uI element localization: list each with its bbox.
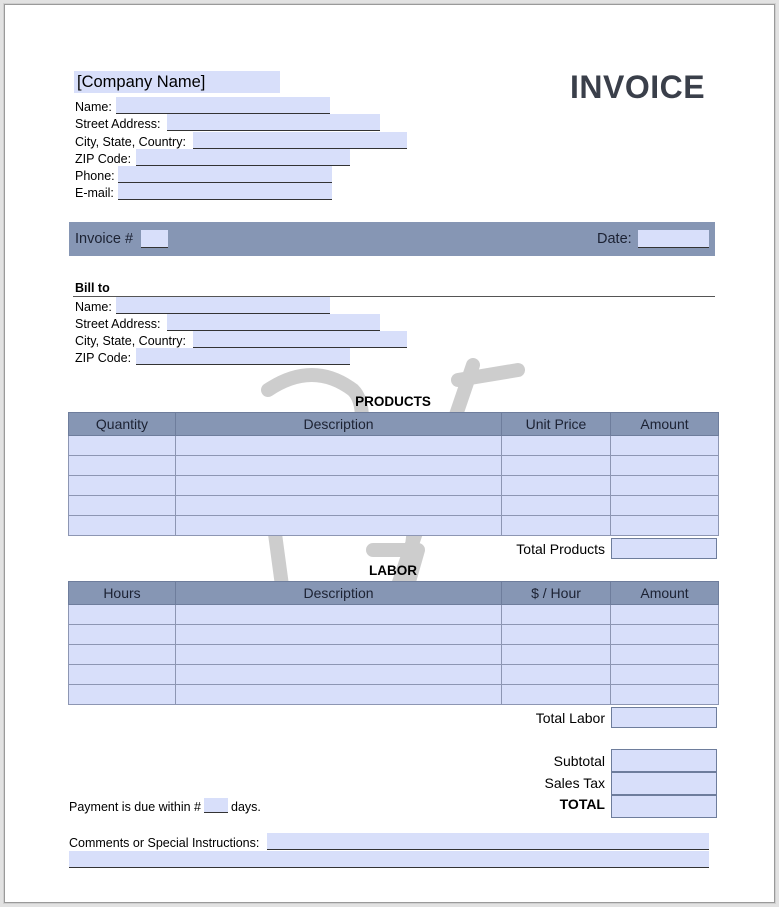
labor-table-cell[interactable] [502,605,611,625]
products-col-description: Description [176,413,502,436]
labor-table-cell[interactable] [611,645,719,665]
subtotal-value[interactable] [611,749,717,772]
products-table-cell[interactable] [176,516,502,536]
payment-terms [69,798,261,814]
bill-to-heading: Bill to [75,281,110,295]
labor-table-row [69,645,719,665]
invoice-info-bar [69,222,715,256]
company-phone-label: Phone: [75,169,115,183]
bill-street-label: Street Address: [75,317,161,331]
labor-table-cell[interactable] [611,605,719,625]
labor-table-row [69,625,719,645]
products-table-row [69,516,719,536]
bill-zip-input[interactable] [136,348,350,365]
bill-name-input[interactable] [116,297,330,314]
products-table-row [69,496,719,516]
sales-tax-label: Sales Tax [544,775,605,791]
labor-table-cell[interactable] [69,605,176,625]
date-label: Date: [597,231,632,247]
labor-table-cell[interactable] [176,645,502,665]
products-table-cell[interactable] [176,496,502,516]
products-col-quantity: Quantity [69,413,176,436]
products-heading: PRODUCTS [355,394,431,409]
company-zip-input[interactable] [136,149,350,166]
invoice-title: INVOICE [570,69,706,105]
labor-table-cell[interactable] [69,685,176,705]
total-products-value[interactable] [611,538,717,559]
bill-city-input[interactable] [193,331,407,348]
company-name-field[interactable]: [Company Name] [74,71,280,93]
company-street-input[interactable] [167,114,380,131]
products-table [68,412,719,536]
labor-table-cell[interactable] [502,665,611,685]
labor-col-description: Description [176,582,502,605]
labor-table-cell[interactable] [69,625,176,645]
labor-col-hours: Hours [69,582,176,605]
labor-table-row [69,605,719,625]
products-table-cell[interactable] [502,516,611,536]
company-name-label: Name: [75,100,112,114]
products-table-cell[interactable] [502,476,611,496]
comments-label: Comments or Special Instructions: [69,836,260,850]
bill-name-label: Name: [75,300,112,314]
products-table-cell[interactable] [502,436,611,456]
company-name-input[interactable] [116,97,330,114]
products-table-cell[interactable] [611,496,719,516]
invoice-number-input[interactable] [141,230,168,248]
labor-table-cell[interactable] [176,605,502,625]
comments-input-line1[interactable] [267,833,709,850]
comments-input-line2[interactable] [69,851,709,868]
labor-table-cell[interactable] [69,665,176,685]
company-city-input[interactable] [193,132,407,149]
products-table-cell[interactable] [611,456,719,476]
date-input[interactable] [638,230,709,248]
payment-terms-suffix: days. [231,800,261,814]
payment-terms-prefix: Payment is due within # [69,800,202,814]
labor-table-cell[interactable] [611,665,719,685]
labor-table-cell[interactable] [176,665,502,685]
products-table-cell[interactable] [69,476,176,496]
subtotal-label: Subtotal [553,753,605,769]
total-products-label: Total Products [516,541,605,557]
sales-tax-value[interactable] [611,772,717,795]
payment-days-input[interactable] [204,798,228,813]
company-city-label: City, State, Country: [75,135,186,149]
total-labor-value[interactable] [611,707,717,728]
labor-table [68,581,719,705]
company-zip-label: ZIP Code: [75,152,132,166]
products-col-amount: Amount [611,413,719,436]
products-table-cell[interactable] [611,436,719,456]
labor-col-amount: Amount [611,582,719,605]
total-value[interactable] [611,795,717,818]
company-street-label: Street Address: [75,117,161,131]
labor-table-cell[interactable] [611,685,719,705]
labor-heading: LABOR [369,563,417,578]
labor-table-cell[interactable] [502,685,611,705]
total-labor-label: Total Labor [535,710,605,726]
total-label: TOTAL [559,796,605,812]
products-table-cell[interactable] [611,476,719,496]
bill-city-label: City, State, Country: [75,334,186,348]
products-table-cell[interactable] [69,496,176,516]
company-email-label: E-mail: [75,186,114,200]
products-table-row [69,456,719,476]
labor-table-row [69,665,719,685]
products-table-row [69,476,719,496]
company-email-input[interactable] [118,183,332,200]
products-col-unit-price: Unit Price [502,413,611,436]
products-table-cell[interactable] [176,456,502,476]
products-table-cell[interactable] [502,496,611,516]
products-table-cell[interactable] [176,476,502,496]
products-table-cell[interactable] [502,456,611,476]
products-table-row [69,436,719,456]
labor-table-row [69,685,719,705]
bill-zip-label: ZIP Code: [75,351,132,365]
products-table-cell[interactable] [176,436,502,456]
labor-table-cell[interactable] [502,625,611,645]
labor-table-cell[interactable] [176,625,502,645]
bill-street-input[interactable] [167,314,380,331]
labor-col-rate: $ / Hour [502,582,611,605]
labor-table-cell[interactable] [69,645,176,665]
labor-table-cell[interactable] [611,625,719,645]
products-table-cell[interactable] [69,436,176,456]
products-table-cell[interactable] [69,456,176,476]
products-table-cell[interactable] [69,516,176,536]
products-table-cell[interactable] [611,516,719,536]
labor-table-cell[interactable] [502,645,611,665]
labor-table-cell[interactable] [176,685,502,705]
company-phone-input[interactable] [118,166,332,183]
invoice-page [4,4,775,903]
invoice-number-label: Invoice # [75,231,134,247]
